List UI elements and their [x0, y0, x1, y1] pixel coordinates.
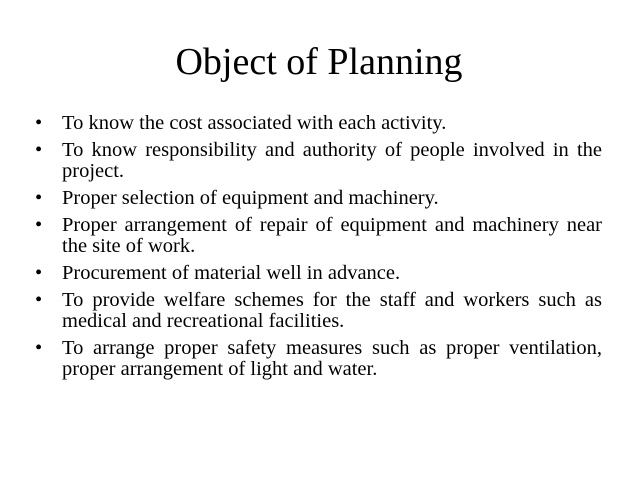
slide-title: Object of Planning	[175, 41, 463, 83]
bullet-item	[35, 112, 602, 134]
bullet-text: To know the cost associated with each activity.	[62, 112, 447, 134]
bullet-item	[35, 187, 602, 209]
bullet-text: To provide welfare schemes for the staff and workers such as medical and recreational facilities.	[62, 289, 602, 332]
bullet-text: Procurement of material well in advance.	[62, 262, 401, 284]
bullet-icon: •	[35, 289, 43, 311]
bullet-text: To know responsibility and authority of people involved in the project.	[62, 139, 602, 182]
bullet-item	[35, 289, 602, 332]
bullet-list	[35, 112, 602, 386]
bullet-text: To arrange proper safety measures such as proper ventilation, proper arrangement of light and water.	[62, 337, 602, 380]
bullet-icon: •	[35, 337, 43, 359]
bullet-item	[35, 214, 602, 257]
bullet-item	[35, 337, 602, 380]
bullet-icon: •	[35, 214, 43, 236]
bullet-icon: •	[35, 139, 43, 161]
bullet-text: Proper selection of equipment and machinery.	[62, 187, 439, 209]
bullet-item	[35, 139, 602, 182]
bullet-icon: •	[35, 112, 43, 134]
bullet-icon: •	[35, 262, 43, 284]
bullet-icon: •	[35, 187, 43, 209]
bullet-item	[35, 262, 602, 284]
bullet-text: Proper arrangement of repair of equipment and machinery near the site of work.	[62, 214, 602, 257]
